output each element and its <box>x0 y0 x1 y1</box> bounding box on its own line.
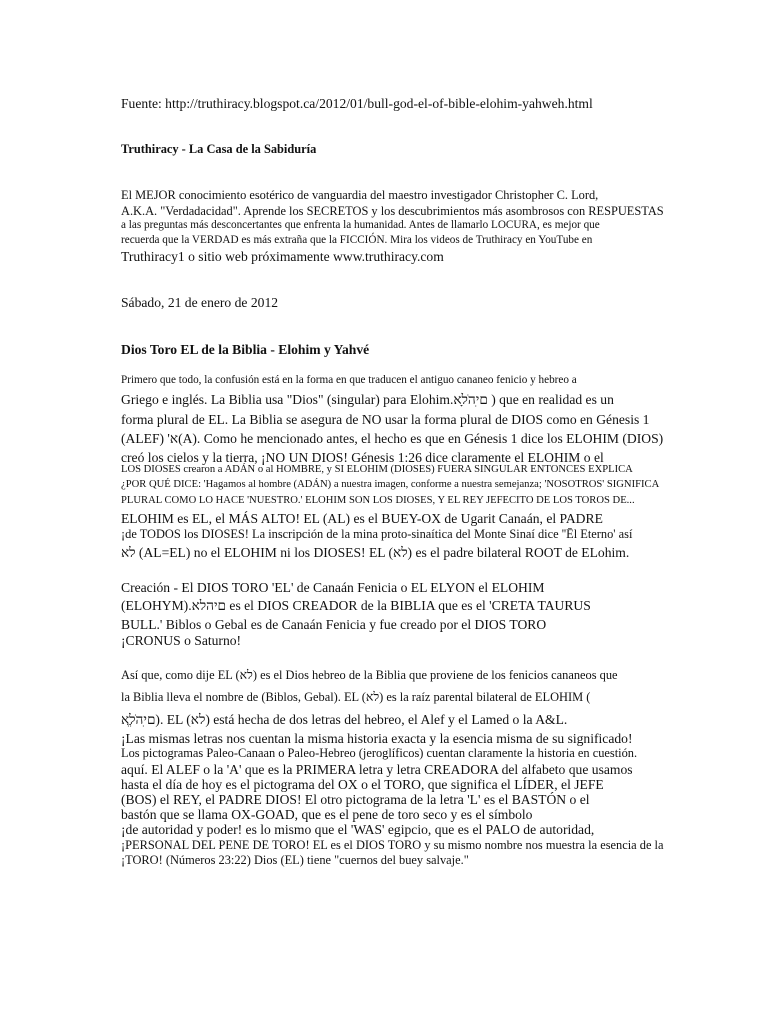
paragraph-line: Los pictogramas Paleo-Canaan o Paleo-Hebreo (jeroglíficos) cuentan claramente la historia en cuestión. <box>121 746 638 760</box>
paragraph-line: Creación - El DIOS TORO 'EL' de Canaán Fenicia o EL ELYON el ELOHIM <box>121 580 545 595</box>
intro-line: Truthiracy1 o sitio web próximamente www.truthiracy.com <box>121 249 444 264</box>
paragraph-line: aquí. El ALEF o la 'A' que es la PRIMERA letra y letra CREADORA del alfabeto que usamos <box>121 762 633 777</box>
paragraph-line: (ALEF) 'א‎(A). Como he mencionado antes, el hecho es que en Génesis 1 dice los ELOHIM (DIOS) <box>121 431 664 446</box>
paragraph-line: ¡TORO! (Números 23:22) Dios (EL) tiene "cuernos del buey salvaje." <box>121 853 469 867</box>
intro-line: El MEJOR conocimiento esotérico de vanguardia del maestro investigador Christopher C. Lord, <box>121 188 599 202</box>
paragraph-line: ELOHIM es EL, el MÁS ALTO! EL (AL) es el BUEY-OX de Ugarit Canaán, el PADRE <box>121 511 603 526</box>
intro-line: A.K.A. "Verdadacidad". Aprende los SECRETOS y los descubrimientos más asombrosos con RESPUESTAS <box>121 204 664 218</box>
paragraph-line: hasta el día de hoy es el pictograma del OX o el TORO, que significa el LÍDER, el JEFE <box>121 777 604 792</box>
paragraph-line: creó los cielos y la tierra, ¡NO UN DIOS! Génesis 1:26 dice claramente el ELOHIM o el <box>121 450 604 465</box>
paragraph-line: ¡CRONUS o Saturno! <box>121 633 242 648</box>
paragraph-line: Primero que todo, la confusión está en la forma en que traducen el antiguo cananeo fenicio y hebreo a <box>121 374 577 386</box>
post-date: Sábado, 21 de enero de 2012 <box>121 295 279 310</box>
intro-line: recuerda que la VERDAD es más extraña que la FICCIÓN. Mira los videos de Truthiracy en YouTube en <box>121 234 593 246</box>
intro-line: a las preguntas más desconcertantes que enfrenta la humanidad. Antes de llamarlo LOCURA, es mejor que <box>121 219 600 231</box>
paragraph-line: bastón que se llama OX-GOAD, que es el pene de toro seco y es el símbolo <box>121 807 533 822</box>
source-line: Fuente: http://truthiracy.blogspot.ca/2012/01/bull-god-el-of-bible-elohim-yahweh.html <box>121 96 593 111</box>
paragraph-line: ¡de autoridad y poder! es lo mismo que el 'WAS' egipcio, que es el PALO de autoridad, <box>121 822 595 837</box>
paragraph-line: (ELOHYM).א‎ל‎ה‎י‎ם‎ es el DIOS CREADOR de la BIBLIA que es el 'CRETA TAURUS <box>121 598 591 613</box>
paragraph-line: PLURAL COMO LO HACE 'NUESTRO.' ELOHIM SON LOS DIOSES, Y EL REY JEFECITO DE LOS TOROS DE... <box>121 495 635 506</box>
paragraph-line: ¡Las mismas letras nos cuentan la misma historia exacta y la esencia misma de su significado! <box>121 731 633 746</box>
paragraph-line: ¿POR QUÉ DICE: 'Hagamos al hombre (ADÁN) a nuestra imagen, conforme a nuestra semejanza; 'NOSOTROS' SIGNIFICA <box>121 479 660 490</box>
post-title: Dios Toro EL de la Biblia - Elohim y Yahvé <box>121 342 370 357</box>
paragraph-line: Griego e inglés. La Biblia usa "Dios" (singular) para Elohim.א‎ָ‎ל‎ֹ‎ה‎ִ‎י‎ם ‎) que en realidad es un <box>121 392 614 407</box>
paragraph-line: la Biblia lleva el nombre de (Biblos, Gebal). EL (א‎ל‎) es la raíz parental bilateral de ELOHIM ( <box>121 690 591 704</box>
paragraph-line: ¡PERSONAL DEL PENE DE TORO! EL es el DIOS TORO y su mismo nombre nos muestra la esencia de la <box>121 838 664 852</box>
paragraph-line: Así que, como dije EL (א‎ל‎) es el Dios hebreo de la Biblia que proviene de los fenicios cananeos que <box>121 668 618 682</box>
paragraph-line: BULL.' Biblos o Gebal es de Canaán Fenicia y fue creado por el DIOS TORO <box>121 617 547 632</box>
paragraph-line: LOS DIOSES crearon a ADÁN o al HOMBRE, y SI ELOHIM (DIOSES) FUERA SINGULAR ENTONCES EXPLICA <box>121 464 633 475</box>
paragraph-line: forma plural de EL. La Biblia se asegura de NO usar la forma plural de DIOS como en Génesis 1 <box>121 412 650 427</box>
paragraph-line: ¡de TODOS los DIOSES! La inscripción de la mina proto-sinaítica del Monte Sinaí dice ''Ēl Eterno' así <box>121 527 633 541</box>
paragraph-line: א‎ל‎ (AL=EL) no el ELOHIM ni los DIOSES! EL (א‎ל‎) es el padre bilateral ROOT de ELohim. <box>121 545 630 560</box>
paragraph-line: (BOS) el REY, el PADRE DIOS! El otro pictograma de la letra 'L' es el BASTÓN o el <box>121 792 590 807</box>
paragraph-line: א‎ֱ‎ל‎ֹ‎ה‎ִ‎י‎ם‎). EL (א‎ל‎) está hecha de dos letras del hebreo, el Alef y el Lamed o la A&L. <box>121 712 568 727</box>
blog-title: Truthiracy - La Casa de la Sabiduría <box>121 142 317 156</box>
